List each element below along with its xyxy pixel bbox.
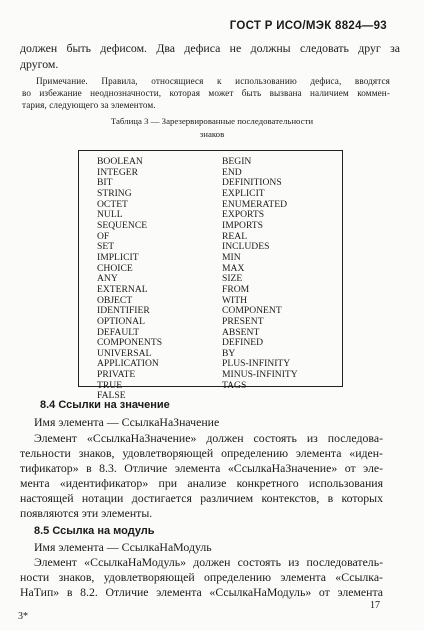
reserved-word: BOOLEAN	[97, 156, 143, 167]
reserved-word: COMPONENTS	[97, 337, 163, 349]
reserved-word: SIZE	[222, 273, 243, 285]
table-caption: Таблица 3 — Зарезервированные последовательности	[110, 116, 314, 126]
reserved-word: BY	[222, 347, 236, 359]
reserved-word: PLUS-INFINITY	[222, 358, 291, 370]
section-8-4-line: тификатор» в 8.3. Отличие элемента «СсылкаНаЗначение» от эле-	[20, 461, 383, 475]
reserved-word: OBJECT	[97, 294, 133, 306]
section-8-4-line: Элемент «СсылкаНаЗначение» должен состоять из последова-	[34, 431, 383, 445]
reserved-word: APPLICATION	[97, 358, 159, 370]
intro-line-1: должен быть дефисом. Два дефиса не должны следовать друг за	[20, 41, 400, 55]
reserved-word: EXPORTS	[222, 209, 265, 221]
section-8-5-line: НаТип» в 8.2. Отличие элемента «СсылкаНаМодуль» от элемента	[20, 585, 383, 599]
reserved-word: FALSE	[97, 390, 126, 402]
reserved-word: INTEGER	[97, 166, 139, 178]
section-8-5-line: ности знаков, удовлетворяющей определению элемента «Ссылка-	[20, 570, 383, 584]
reserved-word: END	[222, 166, 242, 178]
reserved-word: DEFAULT	[97, 326, 140, 338]
reserved-word: DEFINED	[222, 337, 264, 349]
reserved-word: EXPLICIT	[222, 187, 265, 199]
reserved-word: SET	[97, 241, 115, 253]
reserved-word: INCLUDES	[222, 241, 270, 253]
reserved-word: ANY	[97, 273, 118, 285]
reserved-word: PRIVATE	[97, 369, 136, 381]
reserved-word: EXTERNAL	[97, 283, 148, 295]
reserved-word: OCTET	[97, 198, 128, 210]
reserved-words-right-column	[222, 157, 298, 391]
section-8-4-line: мента «идентификатор» при анализе конкретного использования	[20, 476, 383, 490]
table-caption-cont: знаков	[199, 129, 225, 139]
intro-line-2: другом.	[20, 57, 59, 71]
reserved-word: SEQUENCE	[97, 219, 148, 231]
section-8-5-heading: 8.5 Ссылка на модуль	[34, 525, 155, 537]
reserved-word: CHOICE	[97, 262, 133, 274]
reserved-word: FROM	[222, 283, 250, 295]
reserved-word: IMPORTS	[222, 219, 264, 231]
reserved-word: TRUE	[97, 379, 123, 391]
reserved-words-left-column	[97, 157, 162, 402]
reserved-word: STRING	[97, 187, 132, 199]
page-number: 17	[370, 600, 380, 611]
section-8-4-heading: 8.4 Ссылки на значение	[40, 399, 170, 411]
reserved-word: TAGS	[222, 379, 247, 391]
section-8-4-line: тельности знаков, удовлетворяющей определению элемента «иден-	[20, 446, 383, 460]
reserved-word: MAX	[222, 262, 245, 274]
reserved-word: ENUMERATED	[222, 198, 288, 210]
reserved-word: COMPONENT	[222, 305, 282, 317]
reserved-word: NULL	[97, 209, 123, 221]
reserved-word: DEFINITIONS	[222, 177, 282, 189]
reserved-word: BIT	[97, 177, 113, 189]
printer-signature: 3*	[18, 611, 28, 622]
reserved-word: UNIVERSAL	[97, 347, 152, 359]
section-8-5-line: Имя элемента — СсылкаНаМодуль	[34, 540, 212, 554]
section-8-4-line: настоящей нотации достигается различием контекстов, в которых	[20, 491, 383, 505]
reserved-word: PRESENT	[222, 315, 264, 327]
section-8-5-line: Элемент «СсылкаНаМодуль» должен состоять из последователь-	[34, 555, 383, 569]
note-line-3: тария, следующего за элементом.	[22, 100, 156, 110]
reserved-word: ABSENT	[222, 326, 260, 338]
reserved-word: REAL	[222, 230, 248, 242]
reserved-word: MINUS-INFINITY	[222, 369, 298, 381]
reserved-word: IMPLICIT	[97, 251, 139, 263]
note-line-1: Примечание. Правила, относящиеся к использованию дефиса, вводятся	[36, 76, 390, 86]
page-header: ГОСТ Р ИСО/МЭК 8824—93	[229, 20, 387, 32]
reserved-word: BEGIN	[222, 156, 252, 167]
section-8-4-line: Имя элемента — СсылкаНаЗначение	[34, 415, 220, 429]
note-line-2: во избежание неоднозначности, которая может быть вызвана наличием коммен-	[22, 88, 390, 98]
reserved-word: IDENTIFIER	[97, 305, 150, 317]
reserved-word: WITH	[222, 294, 248, 306]
reserved-word: MIN	[222, 251, 241, 263]
reserved-word: OF	[97, 230, 110, 242]
section-8-4-line: появляются эти элементы.	[20, 506, 153, 520]
reserved-word: OPTIONAL	[97, 315, 145, 327]
